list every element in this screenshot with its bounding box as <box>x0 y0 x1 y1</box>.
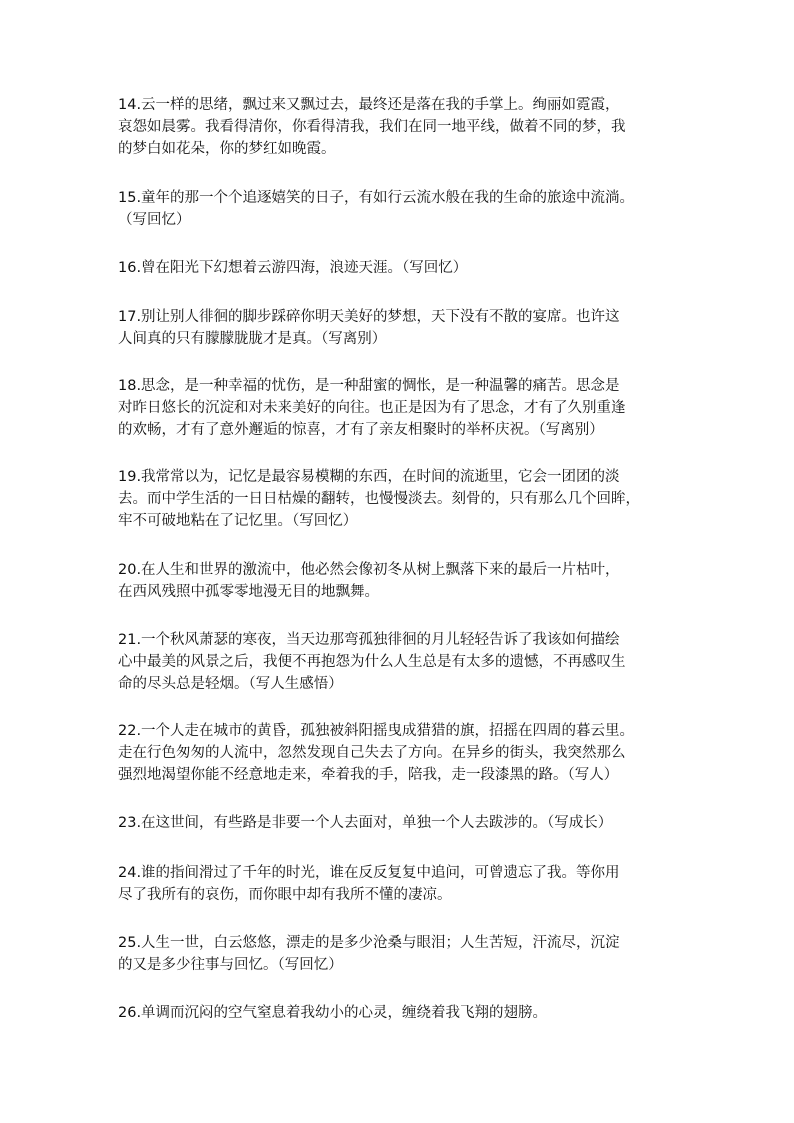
paragraph-19 <box>118 466 683 532</box>
text-line: 26.单调而沉闷的空气窒息着我幼小的心灵，缠绕着我飞翔的翅膀。 <box>118 1005 548 1021</box>
text-line: 15.童年的那一个个追逐嬉笑的日子，有如行云流水般在我的生命的旅途中流淌。 <box>118 190 635 206</box>
text-line: 命的尽头总是轻烟。（写人生感悟） <box>118 676 343 692</box>
text-line: 对昨日悠长的沉淀和对未来美好的向往。也正是因为有了思念，才有了久别重逢 <box>118 400 626 416</box>
text-line: 22.一个人走在城市的黄昏，孤独被斜阳摇曳成猎猎的旗，招摇在四周的暮云里。 <box>118 723 635 739</box>
paragraph-25 <box>118 932 683 976</box>
text-line: 去。而中学生活的一日日枯燥的翻转，也慢慢淡去。刻骨的，只有那么几个回眸， <box>118 491 640 507</box>
text-line: 哀怨如晨雾。我看得清你，你看得清我，我们在同一地平线，做着不同的梦，我 <box>118 119 626 135</box>
paragraph-23 <box>118 812 683 834</box>
text-line: 走在行色匆匆的人流中，忽然发现自己失去了方向。在异乡的街头，我突然那么 <box>118 745 626 761</box>
paragraph-18 <box>118 375 683 441</box>
text-line: 20.在人生和世界的激流中，他必然会像初冬从树上飘落下来的最后一片枯叶， <box>118 562 620 578</box>
text-line: 14.云一样的思绪，飘过来又飘过去，最终还是落在我的手掌上。绚丽如霓霞， <box>118 97 620 113</box>
text-line: 23.在这世间，有些路是非要一个人去面对，单独一个人去跋涉的。（写成长） <box>118 815 613 831</box>
text-line: 17.别让别人徘徊的脚步踩碎你明天美好的梦想，天下没有不散的宴席。也许这 <box>118 309 620 325</box>
text-line: （写回忆） <box>118 212 191 228</box>
text-line: 心中最美的风景之后，我便不再抱怨为什么人生总是有太多的遗憾，不再感叹生 <box>118 654 626 670</box>
paragraph-20 <box>118 559 683 603</box>
paragraph-16 <box>118 257 683 279</box>
paragraph-21 <box>118 629 683 695</box>
text-line: 的欢畅，才有了意外邂逅的惊喜，才有了亲友相聚时的举杯庆祝。（写离别） <box>118 422 604 438</box>
text-line: 人间真的只有朦朦胧胧才是真。（写离别） <box>118 331 387 347</box>
paragraph-24 <box>118 862 683 906</box>
text-line: 19.我常常以为，记忆是最容易模糊的东西，在时间的流逝里，它会一团团的淡 <box>118 469 620 485</box>
text-line: 在西风残照中孤零零地漫无目的地飘舞。 <box>118 584 379 600</box>
paragraph-26 <box>118 1002 683 1024</box>
text-line: 25.人生一世，白云悠悠，漂走的是多少沧桑与眼泪；人生苦短，汗流尽，沉淀 <box>118 935 620 951</box>
text-line: 18.思念，是一种幸福的忧伤，是一种甜蜜的惆怅，是一种温馨的痛苦。思念是 <box>118 378 620 394</box>
paragraph-14 <box>118 94 683 160</box>
text-line: 尽了我所有的哀伤，而你眼中却有我所不懂的凄凉。 <box>118 887 452 903</box>
text-line: 的又是多少往事与回忆。（写回忆） <box>118 957 343 973</box>
paragraph-22 <box>118 720 683 786</box>
text-line: 16.曾在阳光下幻想着云游四海，浪迹天涯。（写回忆） <box>118 260 468 276</box>
paragraph-17 <box>118 306 683 350</box>
text-line: 24.谁的指间滑过了千年的时光，谁在反反复复中追问，可曾遗忘了我。等你用 <box>118 865 620 881</box>
text-line: 21.一个秋风萧瑟的寒夜，当天边那弯孤独徘徊的月儿轻轻告诉了我该如何描绘 <box>118 632 620 648</box>
text-line: 的梦白如花朵，你的梦红如晚霞。 <box>118 141 336 157</box>
paragraph-15 <box>118 187 683 231</box>
text-line: 牢不可破地粘在了记忆里。（写回忆） <box>118 513 358 529</box>
text-line: 强烈地渴望你能不经意地走来，牵着我的手，陪我，走一段漆黑的路。（写人） <box>118 767 619 783</box>
